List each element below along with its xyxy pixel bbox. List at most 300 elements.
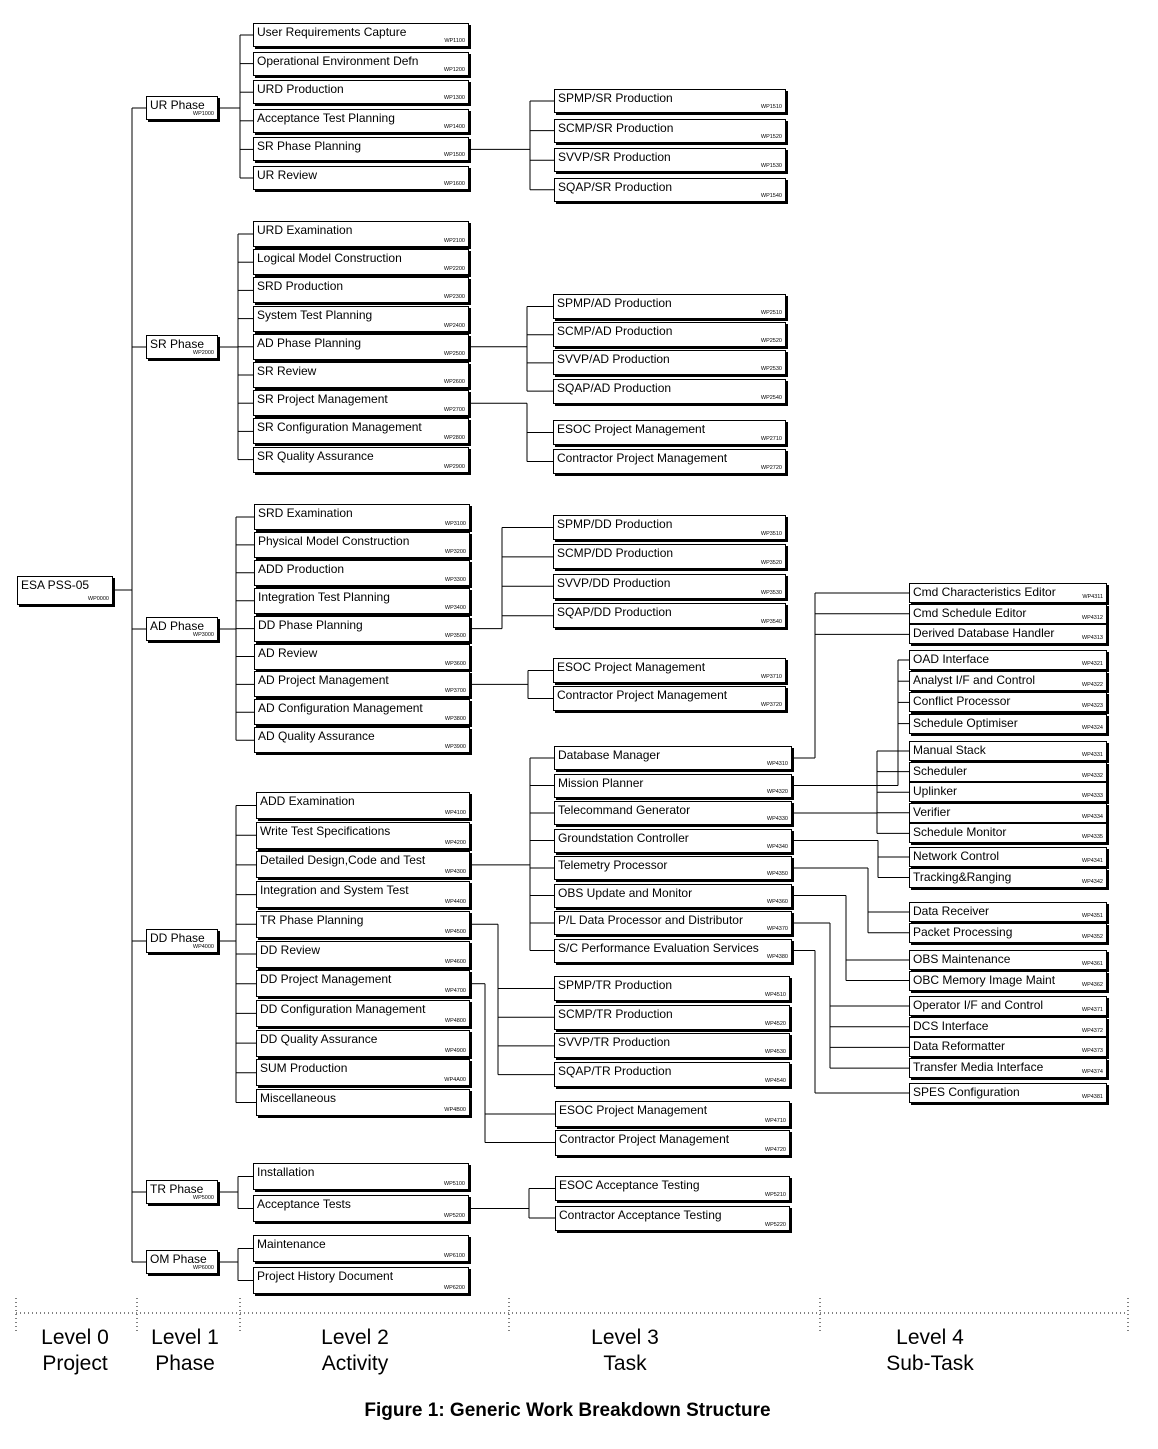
wbs-box-spes-configuration — [909, 1083, 1107, 1103]
box-code: WP4310 — [766, 761, 788, 767]
box-label: OAD Interface — [913, 652, 990, 666]
wbs-box-spmp-ad-production — [553, 294, 786, 319]
box-label: SVVP/DD Production — [557, 575, 671, 590]
wbs-box-scheduler — [909, 762, 1107, 782]
box-label: SVVP/AD Production — [557, 352, 670, 367]
box-label: ESOC Project Management — [557, 660, 706, 674]
wbs-box-uplinker — [909, 782, 1107, 802]
box-label: Scheduler — [913, 763, 968, 778]
wbs-box-schedule-monitor — [909, 823, 1107, 843]
box-code: WP4700 — [444, 988, 466, 995]
box-code: WP1100 — [444, 38, 465, 44]
wbs-box-tracking-ranging — [909, 868, 1107, 888]
box-code: WP3000 — [192, 632, 214, 638]
wbs-box-esoc-project-management — [553, 420, 786, 445]
box-label: Packet Processing — [913, 924, 1013, 939]
box-code: WP4200 — [444, 839, 466, 846]
wbs-box-ur-review — [253, 166, 469, 190]
box-label: TR Phase Planning — [260, 912, 364, 927]
box-code: WP1520 — [760, 133, 782, 140]
wbs-box-network-control — [909, 847, 1107, 867]
box-label: Tracking&Ranging — [913, 869, 1012, 884]
wbs-box-dd-configuration-management — [256, 1000, 470, 1027]
box-code: WP4352 — [1081, 933, 1103, 940]
box-code: WP4350 — [766, 871, 788, 877]
box-code: WP2300 — [443, 294, 465, 301]
wbs-box-derived-database-handler — [909, 624, 1107, 644]
box-code: WP3800 — [444, 716, 466, 723]
wbs-box-ad-phase — [146, 617, 218, 641]
box-label: SVVP/TR Production — [558, 1035, 671, 1050]
box-code: WP5100 — [443, 1181, 465, 1187]
wbs-box-acceptance-test-planning — [253, 109, 469, 133]
box-label: ESOC Project Management — [559, 1103, 708, 1117]
wbs-box-system-test-planning — [253, 306, 469, 332]
box-code: WP4324 — [1081, 724, 1103, 731]
wbs-box-telemetry-processor — [554, 856, 792, 880]
wbs-box-integration-test-planning — [254, 588, 470, 614]
box-code: WP1510 — [760, 104, 782, 110]
wbs-box-ad-review — [254, 644, 470, 670]
box-code: WP4530 — [764, 1049, 786, 1056]
wbs-box-contractor-project-management — [553, 449, 786, 474]
wbs-box-integration-and-system-test — [256, 881, 470, 908]
box-label: SPMP/TR Production — [558, 978, 673, 992]
wbs-box-sqap-ad-production — [553, 379, 786, 404]
box-code: WP3520 — [760, 560, 782, 567]
box-code: WP4323 — [1081, 703, 1103, 710]
box-code: WP4332 — [1081, 772, 1103, 779]
wbs-box-acceptance-tests — [253, 1195, 469, 1222]
box-label: Transfer Media Interface — [913, 1060, 1044, 1075]
box-code: WP6100 — [443, 1253, 465, 1259]
box-label: OBS Maintenance — [913, 952, 1011, 966]
level-2-label: Level 2 Activity — [321, 1326, 389, 1375]
box-label: SUM Production — [260, 1061, 348, 1076]
box-code: WP4330 — [766, 816, 788, 822]
wbs-box-root — [17, 576, 113, 605]
box-code: WP2500 — [443, 350, 465, 357]
box-label: URD Production — [257, 82, 344, 97]
box-code: WP2200 — [443, 266, 465, 273]
box-code: WP4331 — [1081, 752, 1103, 758]
box-label: Mission Planner — [558, 775, 644, 790]
wbs-box-spmp-dd-production — [553, 515, 786, 540]
box-code: WP3540 — [760, 619, 782, 626]
box-code: WP4342 — [1081, 878, 1103, 885]
box-code: WP1200 — [443, 66, 465, 73]
box-code: WP4320 — [766, 788, 788, 795]
wbs-box-ad-phase-planning — [253, 334, 469, 360]
box-code: WP0000 — [87, 596, 109, 602]
wbs-box-oad-interface — [909, 650, 1107, 670]
wbs-box-scmp-sr-production — [554, 119, 786, 143]
box-code: WP2540 — [760, 394, 782, 401]
box-label: User Requirements Capture — [257, 25, 407, 39]
box-code: WP4371 — [1081, 1007, 1103, 1013]
box-label: SCMP/AD Production — [557, 324, 673, 339]
wbs-box-obs-maintenance — [909, 950, 1107, 970]
wbs-box-verifier — [909, 803, 1107, 823]
box-code: WP1300 — [443, 95, 465, 102]
box-code: WP3400 — [444, 604, 466, 611]
box-label: DCS Interface — [913, 1018, 989, 1033]
box-label: Groundstation Controller — [558, 830, 689, 845]
box-label: OM Phase — [150, 1252, 207, 1266]
box-code: WP4300 — [444, 869, 466, 876]
box-code: WP3900 — [444, 744, 466, 751]
wbs-box-operator-i-f-and-control — [909, 996, 1107, 1016]
wbs-box-sr-phase — [146, 335, 218, 359]
wbs-box-miscellaneous — [256, 1089, 470, 1116]
box-label: Maintenance — [257, 1237, 326, 1251]
box-label: Operator I/F and Control — [913, 998, 1044, 1012]
box-label: Contractor Project Management — [557, 451, 728, 465]
wbs-box-logical-model-construction — [253, 249, 469, 275]
box-label: Network Control — [913, 849, 1000, 863]
box-label: Derived Database Handler — [913, 626, 1055, 641]
box-label: AD Phase — [150, 619, 205, 633]
box-code: WP4520 — [764, 1020, 786, 1027]
box-code: WP4373 — [1081, 1048, 1103, 1055]
box-code: WP4372 — [1081, 1027, 1103, 1034]
box-code: WP4312 — [1081, 614, 1103, 621]
wbs-box-scmp-dd-production — [553, 544, 786, 569]
box-code: WP3600 — [444, 660, 466, 667]
wbs-box-sr-configuration-management — [253, 418, 469, 444]
box-label: Miscellaneous — [260, 1091, 337, 1105]
wbs-box-ad-configuration-management — [254, 699, 470, 725]
box-code: WP1000 — [192, 111, 214, 117]
box-code: WP4351 — [1081, 913, 1103, 919]
wbs-box-sqap-tr-production — [554, 1062, 790, 1087]
box-label: SR Quality Assurance — [257, 448, 374, 463]
box-code: WP3500 — [444, 632, 466, 639]
box-label: AD Phase Planning — [257, 335, 362, 350]
box-code: WP3510 — [760, 531, 782, 537]
box-label: DD Project Management — [260, 972, 392, 987]
box-code: WP3100 — [444, 521, 466, 527]
box-label: Data Receiver — [913, 904, 990, 918]
wbs-box-svvp-ad-production — [553, 350, 786, 375]
wbs-box-groundstation-controller — [554, 829, 792, 853]
wbs-box-telecommand-generator — [554, 801, 792, 825]
box-label: UR Review — [257, 168, 318, 182]
box-label: Acceptance Test Planning — [257, 110, 395, 125]
box-code: WP4360 — [766, 898, 788, 905]
wbs-box-esoc-acceptance-testing — [555, 1176, 790, 1201]
wbs-box-om-phase — [146, 1250, 218, 1274]
box-code: WP2710 — [760, 436, 782, 442]
box-label: SVVP/SR Production — [558, 150, 671, 165]
box-code: WP2720 — [760, 465, 782, 471]
box-label: Operational Environment Defn — [257, 53, 419, 68]
box-label: AD Configuration Management — [258, 701, 423, 716]
box-label: Telecommand Generator — [558, 803, 691, 817]
box-label: SPES Configuration — [913, 1085, 1020, 1099]
level-3-label: Level 3 Task — [591, 1326, 659, 1375]
box-label: SQAP/TR Production — [558, 1064, 672, 1079]
box-code: WP5220 — [764, 1221, 786, 1228]
box-label: Database Manager — [558, 748, 661, 762]
wbs-box-sr-review — [253, 362, 469, 388]
box-code: WP4800 — [444, 1017, 466, 1024]
box-label: DD Configuration Management — [260, 1001, 426, 1016]
box-code: WP4000 — [192, 944, 214, 950]
wbs-box-dd-quality-assurance — [256, 1030, 470, 1057]
wbs-box-operational-environment-defn — [253, 52, 469, 76]
wbs-box-s-c-performance-evaluation-services — [554, 939, 792, 963]
wbs-box-data-reformatter — [909, 1037, 1107, 1057]
box-code: WP4380 — [766, 953, 788, 960]
box-code: WP2600 — [443, 379, 465, 385]
box-code: WP4374 — [1081, 1069, 1103, 1076]
wbs-box-esoc-project-management — [553, 658, 786, 683]
box-label: SRD Examination — [258, 506, 353, 520]
wbs-box-sqap-sr-production — [554, 178, 786, 202]
wbs-box-urd-production — [253, 80, 469, 104]
wbs-box-dd-project-management — [256, 970, 470, 997]
box-label: SR Configuration Management — [257, 420, 422, 435]
box-label: SR Phase Planning — [257, 139, 362, 154]
box-label: Contractor Acceptance Testing — [559, 1207, 722, 1222]
box-label: Schedule Optimiser — [913, 715, 1018, 730]
wbs-box-p-l-data-processor-and-distributor — [554, 911, 792, 935]
wbs-box-manual-stack — [909, 741, 1107, 761]
box-label: ESA PSS-05 — [21, 578, 90, 592]
wbs-box-maintenance — [253, 1235, 469, 1262]
wbs-box-tr-phase-planning — [256, 911, 470, 938]
box-label: SQAP/SR Production — [558, 179, 673, 194]
box-code: WP4540 — [764, 1078, 786, 1085]
box-code: WP5000 — [192, 1195, 214, 1201]
wbs-box-dd-phase — [146, 929, 218, 953]
box-code: WP4B00 — [444, 1107, 466, 1113]
wbs-box-add-production — [254, 560, 470, 586]
wbs-box-mission-planner — [554, 774, 792, 798]
wbs-box-obc-memory-image-maint — [909, 971, 1107, 991]
box-label: AD Project Management — [258, 673, 389, 688]
box-label: Integration Test Planning — [258, 589, 390, 604]
box-label: ADD Examination — [260, 794, 355, 808]
box-code: WP4100 — [444, 810, 466, 816]
box-label: Manual Stack — [913, 743, 986, 757]
box-code: WP4341 — [1081, 858, 1103, 864]
box-code: WP4500 — [444, 928, 466, 935]
wbs-box-scmp-tr-production — [554, 1005, 790, 1030]
box-code: WP2900 — [443, 463, 465, 470]
box-label: Contractor Project Management — [557, 688, 728, 702]
box-label: UR Phase — [150, 98, 205, 112]
wbs-box-tr-phase — [146, 1180, 218, 1204]
box-label: Write Test Specifications — [260, 823, 391, 838]
box-label: OBS Update and Monitor — [558, 885, 693, 900]
box-label: Cmd Schedule Editor — [913, 605, 1027, 620]
box-code: WP3300 — [444, 576, 466, 583]
box-label: Detailed Design,Code and Test — [260, 853, 426, 868]
box-code: WP2530 — [760, 366, 782, 373]
box-label: SQAP/DD Production — [557, 605, 672, 620]
wbs-box-cmd-schedule-editor — [909, 604, 1107, 624]
box-label: SPMP/SR Production — [558, 91, 673, 105]
box-label: Acceptance Tests — [257, 1197, 351, 1211]
wbs-box-physical-model-construction — [254, 532, 470, 558]
box-code: WP4A00 — [444, 1077, 466, 1084]
box-label: Telemetry Processor — [558, 858, 668, 872]
wbs-box-cmd-characteristics-editor — [909, 583, 1107, 603]
box-label: Project History Document — [257, 1269, 394, 1283]
box-label: Data Reformatter — [913, 1039, 1006, 1054]
box-label: OBC Memory Image Maint — [913, 972, 1056, 987]
wbs-box-write-test-specifications — [256, 822, 470, 849]
wbs-box-sr-phase-planning — [253, 137, 469, 161]
box-code: WP4370 — [766, 926, 788, 932]
box-label: Installation — [257, 1165, 315, 1179]
box-label: Contractor Project Management — [559, 1131, 730, 1146]
box-label: ESOC Project Management — [557, 422, 706, 436]
wbs-box-svvp-dd-production — [553, 574, 786, 599]
box-code: WP4720 — [764, 1146, 786, 1153]
wbs-box-srd-examination — [254, 504, 470, 530]
box-label: Uplinker — [913, 784, 958, 799]
wbs-box-ad-quality-assurance — [254, 727, 470, 753]
box-code: WP4710 — [764, 1118, 786, 1124]
box-code: WP3700 — [444, 688, 466, 695]
box-code: WP4900 — [444, 1047, 466, 1054]
box-code: WP4335 — [1081, 834, 1103, 841]
box-code: WP5200 — [443, 1213, 465, 1219]
box-label: URD Examination — [257, 223, 353, 237]
box-code: WP2000 — [192, 350, 214, 356]
box-label: P/L Data Processor and Distributor — [558, 913, 743, 927]
wbs-box-urd-examination — [253, 221, 469, 247]
box-label: Verifier — [913, 804, 951, 819]
box-label: SQAP/AD Production — [557, 380, 672, 395]
box-label: SRD Production — [257, 279, 344, 294]
box-code: WP2510 — [760, 310, 782, 316]
wbs-box-esoc-project-management — [555, 1101, 790, 1127]
wbs-box-project-history-document — [253, 1267, 469, 1294]
box-label: DD Quality Assurance — [260, 1031, 378, 1046]
box-code: WP1400 — [443, 123, 465, 130]
box-code: WP5210 — [764, 1192, 786, 1198]
wbs-box-spmp-tr-production — [554, 976, 790, 1001]
box-code: WP4361 — [1081, 961, 1103, 967]
wbs-box-contractor-project-management — [553, 686, 786, 711]
wbs-box-obs-update-and-monitor — [554, 884, 792, 908]
wbs-box-add-examination — [256, 792, 470, 819]
box-label: SPMP/AD Production — [557, 296, 672, 310]
wbs-box-sr-quality-assurance — [253, 447, 469, 473]
wbs-box-schedule-optimiser — [909, 714, 1107, 734]
box-label: ESOC Acceptance Testing — [559, 1178, 700, 1192]
box-code: WP1600 — [443, 181, 465, 187]
level-1-label: Level 1 Phase — [151, 1326, 219, 1375]
box-code: WP4340 — [766, 843, 788, 850]
wbs-box-installation — [253, 1163, 469, 1190]
box-label: AD Quality Assurance — [258, 729, 375, 744]
box-label: DD Review — [260, 942, 321, 957]
box-label: Logical Model Construction — [257, 251, 402, 266]
box-label: Schedule Monitor — [913, 825, 1007, 840]
box-code: WP4381 — [1081, 1094, 1103, 1100]
box-code: WP4510 — [764, 992, 786, 998]
box-code: WP4321 — [1081, 661, 1103, 667]
wbs-box-dd-review — [256, 941, 470, 968]
level-0-label: Level 0 Project — [41, 1326, 109, 1375]
box-code: WP4334 — [1081, 813, 1103, 820]
box-label: SPMP/DD Production — [557, 517, 673, 531]
box-label: TR Phase — [150, 1182, 204, 1196]
box-code: WP3200 — [444, 548, 466, 555]
wbs-box-packet-processing — [909, 923, 1107, 943]
box-code: WP6000 — [192, 1265, 214, 1271]
box-code: WP1500 — [443, 152, 465, 159]
box-code: WP1530 — [760, 163, 782, 170]
box-label: SCMP/SR Production — [558, 120, 674, 135]
box-label: DD Phase — [150, 931, 205, 945]
wbs-box-dcs-interface — [909, 1017, 1107, 1037]
level-4-label: Level 4 Sub-Task — [886, 1326, 974, 1375]
box-label: SR Phase — [150, 337, 205, 351]
box-code: WP4311 — [1082, 594, 1103, 600]
box-label: SR Project Management — [257, 392, 388, 407]
wbs-box-ad-project-management — [254, 671, 470, 697]
wbs-box-conflict-processor — [909, 692, 1107, 712]
figure-caption: Figure 1: Generic Work Breakdown Structure — [364, 1400, 771, 1421]
wbs-box-contractor-project-management — [555, 1130, 790, 1156]
wbs-box-srd-production — [253, 277, 469, 303]
wbs-box-analyst-i-f-and-control — [909, 671, 1107, 691]
box-code: WP2400 — [443, 322, 465, 329]
wbs-box-svvp-tr-production — [554, 1033, 790, 1058]
box-label: Conflict Processor — [913, 694, 1011, 709]
box-label: System Test Planning — [257, 307, 373, 322]
box-code: WP4333 — [1081, 793, 1103, 800]
box-code: WP3710 — [760, 674, 782, 680]
box-code: WP4600 — [444, 958, 466, 965]
box-label: Integration and System Test — [260, 883, 409, 898]
box-label: SCMP/TR Production — [558, 1006, 673, 1021]
wbs-box-database-manager — [554, 746, 792, 770]
wbs-box-ur-phase — [146, 96, 218, 120]
wbs-box-svvp-sr-production — [554, 148, 786, 172]
box-label: AD Review — [258, 645, 318, 660]
box-code: WP4362 — [1081, 981, 1103, 988]
box-label: Cmd Characteristics Editor — [913, 585, 1056, 599]
box-code: WP3720 — [760, 702, 782, 708]
box-label: S/C Performance Evaluation Services — [558, 940, 759, 955]
wbs-box-sqap-dd-production — [553, 603, 786, 628]
box-label: SCMP/DD Production — [557, 546, 674, 561]
wbs-box-detailed-design-code-and-test — [256, 851, 470, 878]
box-code: WP2800 — [443, 435, 465, 442]
box-code: WP1540 — [760, 192, 782, 199]
box-code: WP6200 — [443, 1285, 465, 1291]
wbs-box-user-requirements-capture — [253, 23, 469, 47]
box-label: ADD Production — [258, 561, 345, 576]
box-code: WP2100 — [443, 238, 465, 244]
box-label: Physical Model Construction — [258, 533, 410, 548]
wbs-box-sr-project-management — [253, 390, 469, 416]
box-code: WP2700 — [443, 407, 465, 414]
wbs-box-transfer-media-interface — [909, 1058, 1107, 1078]
box-code: WP4322 — [1081, 682, 1103, 689]
box-label: SR Review — [257, 364, 317, 378]
wbs-box-spmp-sr-production — [554, 89, 786, 113]
wbs-box-sum-production — [256, 1059, 470, 1086]
wbs-box-scmp-ad-production — [553, 322, 786, 347]
